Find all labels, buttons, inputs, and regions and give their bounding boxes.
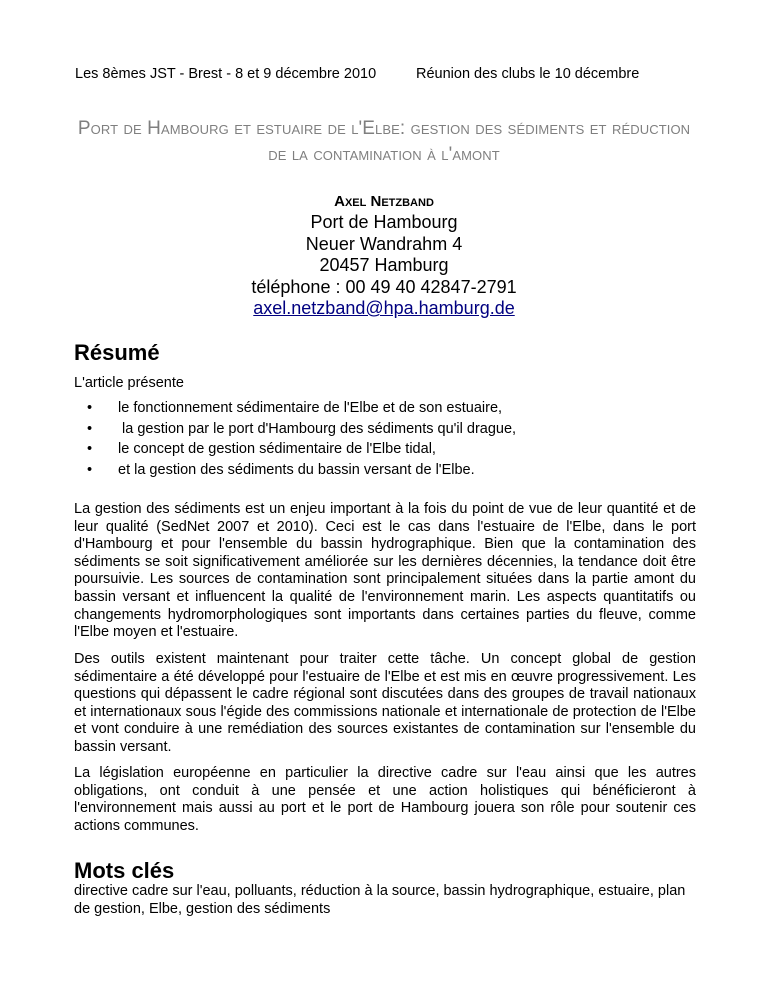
article-title-line-2: de la contamination à l'amont [268, 144, 500, 165]
list-item [74, 419, 696, 440]
resume-bullet-list [74, 398, 696, 480]
header-meeting: Réunion des clubs le 10 décembre [416, 66, 640, 82]
author-city: 20457 Hamburg [319, 255, 449, 275]
article-title [60, 116, 708, 168]
resume-paragraph-1: La gestion des sédiments est un enjeu important à la fois du point de vue de leur quantité et de leur qualité (SedNet 2007 et 2010). Ceci est le cas dans l'estuaire de l'Elbe, dans le port d'Hambourg et pour l'ensemble du bassin hydrographique. Bien que la contamination des sédiments se soit significativement améliorée sur les dernières décennies, la tendance doit être poursuivie. Les sources de contamination sont principalement situées dans la partie amont du bassin versant et influencent la qualité de l'environnement marin. Les aspects quantitatifs ou changements hydromorphologiques sont importants dans certaines parties du fleuve, comme l'Elbe moyen et l'estuaire. [74, 501, 696, 641]
resume-paragraph-3: La législation européenne en particulier la directive cadre sur l'eau ainsi que les autres obligations, ont conduit à une pensée et une action holistiques qui bénéficieront à l'environnement mais aussi au port et le port de Hambourg jouera son rôle pour soutenir ces actions communes. [74, 765, 696, 834]
header-conference: Les 8èmes JST - Brest - 8 et 9 décembre 2010 [75, 66, 377, 82]
author-organization: Port de Hambourg [310, 212, 458, 232]
author-email-link[interactable]: axel.netzband@hpa.hamburg.de [253, 298, 515, 318]
resume-intro: L'article présente [74, 375, 184, 391]
list-item-text: le concept de gestion sédimentaire de l'Elbe tidal, [118, 441, 436, 457]
resume-paragraph-2: Des outils existent maintenant pour traiter cette tâche. Un concept global de gestion sédimentaire a été développé pour l'estuaire de l'Elbe et est mis en œuvre progressivement. Les questions qui dépassent le cadre régional sont discutées dans des groupes de travail nationaux et internationaux sous l'égide des commissions nationale et internationale de protection de l'Elbe et vont conduire à une remédiation des sources existantes de contamination sur l'ensemble du bassin versant. [74, 651, 696, 755]
bullet-icon: • [87, 461, 93, 478]
author-street: Neuer Wandrahm 4 [305, 233, 463, 254]
bullet-icon: • [87, 441, 93, 457]
keywords-heading: Mots clés [74, 858, 175, 883]
keywords-text: directive cadre sur l'eau, polluants, réduction à la source, bassin hydrographique, estuaire, plan de gestion, Elbe, gestion des sédiments [74, 883, 686, 917]
list-item-text: le fonctionnement sédimentaire de l'Elbe et de son estuaire, [118, 400, 503, 416]
article-title-line-1: Port de Hambourg et estuaire de l'Elbe: gestion des sédiments et réduction [77, 118, 691, 139]
author-name: Axel Netzband [334, 193, 434, 210]
list-item-text: la gestion par le port d'Hambourg des sédiments qu'il drague, [118, 420, 517, 437]
list-item [74, 460, 696, 481]
bullet-icon: • [87, 420, 93, 437]
author-block [0, 192, 768, 320]
list-item [74, 398, 696, 419]
list-item [74, 439, 696, 460]
bullet-icon: • [87, 400, 93, 416]
running-header [75, 66, 640, 82]
author-phone: téléphone : 00 49 40 42847-2791 [251, 276, 517, 297]
resume-heading: Résumé [74, 340, 160, 365]
list-item-text: et la gestion des sédiments du bassin versant de l'Elbe. [118, 461, 475, 478]
